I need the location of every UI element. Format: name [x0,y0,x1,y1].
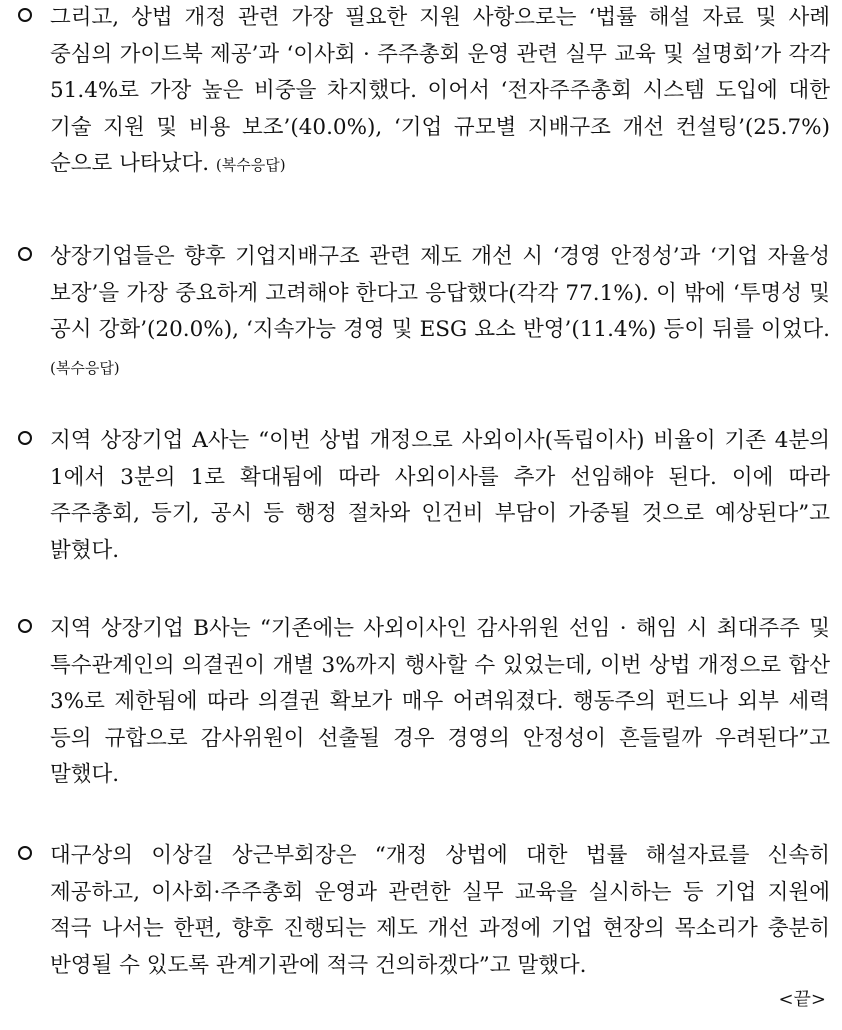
paragraph-text [50,239,830,386]
paragraph-support-needs [18,0,830,184]
paragraph-system-priorities [18,239,830,386]
paragraph-text [50,0,830,184]
paragraph-body: 대구상의 이상길 상근부회장은 “개정 상법에 대한 법률 해설자료를 신속히 제공하고, 이사회·주주총회 운영과 관련한 실무 교육을 실시하는 등 기업 지원에 적극 나서는 한편, 향후 진행되는 제도 개선 과정에 기업 현장의 목소리가 충분히 반영될 수 있도록 관계기관에 적극 건의하겠다”고 말했다. [50,843,830,978]
paragraph-company-b-quote [18,611,830,794]
paragraph-body: 상장기업들은 향후 기업지배구조 관련 제도 개선 시 ‘경영 안정성’과 ‘기업 자율성 보장’을 가장 중요하게 고려해야 한다고 응답했다(각각 77.1%). 이 밖에 ‘투명성 및 공시 강화’(20.0%), ‘지속가능 경영 및 ESG 요소 반영’(11.4%) 등이 뒤를 이었다. [50,244,830,342]
paragraph-text [50,611,830,794]
circle-bullet-icon [18,431,32,445]
paragraph-company-a-quote [18,423,830,569]
circle-bullet-icon [18,619,32,633]
paragraph-vice-chairman-quote [18,838,830,984]
paragraph-body: 그리고, 상법 개정 관련 가장 필요한 지원 사항으로는 ‘법률 해설 자료 및 사례 중심의 가이드북 제공’과 ‘이사회 · 주주총회 운영 관련 실무 교육 및 설명회’가 각각 51.4%로 가장 높은 비중을 차지했다. 이어서 ‘전자주주총회 시스템 도입에 대한 기술 지원 및 비용 보조’(40.0%), ‘기업 규모별 지배구조 개선 컨설팅’(25.7%) 순으로 나타났다. [50,5,830,176]
paragraph-text [50,423,830,569]
circle-bullet-icon [18,8,32,22]
paragraph-body: 지역 상장기업 A사는 “이번 상법 개정으로 사외이사(독립이사) 비율이 기존 4분의 1에서 3분의 1로 확대됨에 따라 사외이사를 추가 선임해야 된다. 이에 따라 주주총회, 등기, 공시 등 행정 절차와 인건비 부담이 가중될 것으로 예상된다”고 밝혔다. [50,428,830,563]
circle-bullet-icon [18,247,32,261]
circle-bullet-icon [18,846,32,860]
paragraph-body: 지역 상장기업 B사는 “기존에는 사외이사인 감사위원 선임 · 해임 시 최대주주 및 특수관계인의 의결권이 개별 3%까지 행사할 수 있었는데, 이번 상법 개정으로 합산 3%로 제한됨에 따라 의결권 확보가 매우 어려워졌다. 행동주의 펀드나 외부 세력 등의 규합으로 감사위원이 선출될 경우 경영의 안정성이 흔들릴까 우려된다”고 말했다. [50,616,830,787]
paragraph-note: (복수응답) [215,156,286,174]
paragraph-note: (복수응답) [50,358,120,377]
end-mark: <끝> [778,989,826,1010]
paragraph-text [50,838,830,984]
